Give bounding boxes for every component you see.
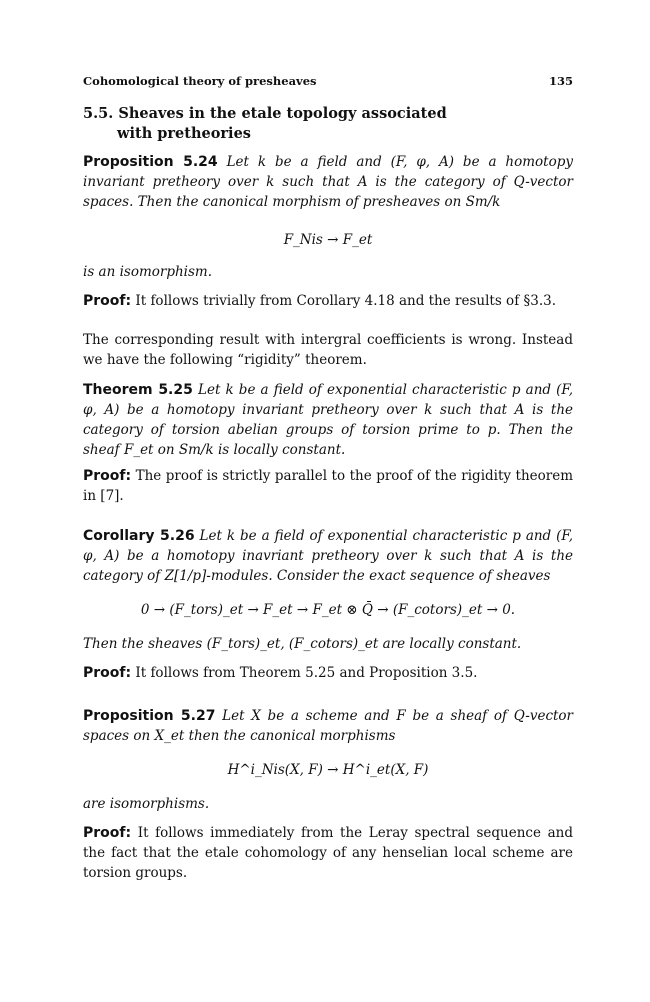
proof-text: The proof is strictly parallel to the proof of the rigidity theorem in [7]. bbox=[83, 468, 573, 504]
proof-3 bbox=[83, 663, 573, 683]
running-header bbox=[83, 74, 573, 88]
proposition-5-24 bbox=[83, 152, 573, 212]
proof-4 bbox=[83, 823, 573, 883]
corollary-text: Let k be a field of exponential characteristic p and (F, φ, A) be a homotopy inavriant pretheory over k such that A is the category of Z[1/p]-modules. Consider the exact sequence of sheaves bbox=[83, 528, 573, 584]
proof-1 bbox=[83, 291, 573, 311]
corollary-5-26 bbox=[83, 526, 573, 586]
proposition-text: Let X be a scheme and F be a sheaf of Q-vector spaces on X_et then the canonical morphisms bbox=[83, 708, 574, 744]
display-equation-1: F_Nis → F_et bbox=[283, 232, 373, 248]
section-number: 5.5. bbox=[83, 105, 114, 122]
proposition-label: Proposition 5.27 bbox=[83, 708, 216, 724]
paragraph: The corresponding result with intergral coefficients is wrong. Instead we have the following “rigidity” theorem. bbox=[83, 332, 573, 368]
proposition-after: is an isomorphism. bbox=[83, 264, 213, 280]
proposition-text: Let k be a field and (F, φ, A) be a homotopy invariant pretheory over k such that A is the category of Q-vector spaces. Then the canonical morphism of presheaves on Sm/k bbox=[83, 154, 574, 210]
page-number: 135 bbox=[548, 74, 573, 88]
theorem-label: Theorem 5.25 bbox=[83, 382, 193, 398]
corollary-after: Then the sheaves (F_tors)_et, (F_cotors)_et are locally constant. bbox=[83, 636, 522, 652]
proof-label: Proof: bbox=[83, 825, 132, 841]
running-title: Cohomological theory of presheaves bbox=[83, 74, 317, 88]
proof-text: It follows trivially from Corollary 4.18 and the results of §3.3. bbox=[135, 293, 556, 309]
proof-2 bbox=[83, 466, 573, 506]
proof-text: It follows immediately from the Leray spectral sequence and the fact that the etale cohomology of any henselian local scheme are torsion groups. bbox=[83, 825, 573, 881]
proposition-label: Proposition 5.24 bbox=[83, 154, 218, 170]
display-equation-2: 0 → (F_tors)_et → F_et → F_et ⊗ Q̄ → (F_cotors)_et → 0. bbox=[140, 602, 516, 618]
theorem-text: Let k be a field of exponential characteristic p and (F, φ, A) be a homotopy invariant pretheory over k such that A is the category of torsion abelian groups of torsion prime to p. Then the sheaf F_et on Sm/k is locally constant. bbox=[83, 382, 573, 458]
display-equation-3: H^i_Nis(X, F) → H^i_et(X, F) bbox=[227, 762, 429, 778]
theorem-5-25 bbox=[83, 380, 573, 460]
proposition-5-27 bbox=[83, 706, 573, 746]
proof-text: It follows from Theorem 5.25 and Proposition 3.5. bbox=[135, 665, 478, 681]
section-title-line1: Sheaves in the etale topology associated bbox=[118, 105, 447, 122]
corollary-label: Corollary 5.26 bbox=[83, 528, 195, 544]
section-title-line2: with pretheories bbox=[117, 125, 251, 142]
section-heading bbox=[83, 104, 447, 144]
proof-label: Proof: bbox=[83, 665, 132, 681]
proof-label: Proof: bbox=[83, 293, 132, 309]
proof-label: Proof: bbox=[83, 468, 132, 484]
proposition-after: are isomorphisms. bbox=[83, 796, 210, 812]
